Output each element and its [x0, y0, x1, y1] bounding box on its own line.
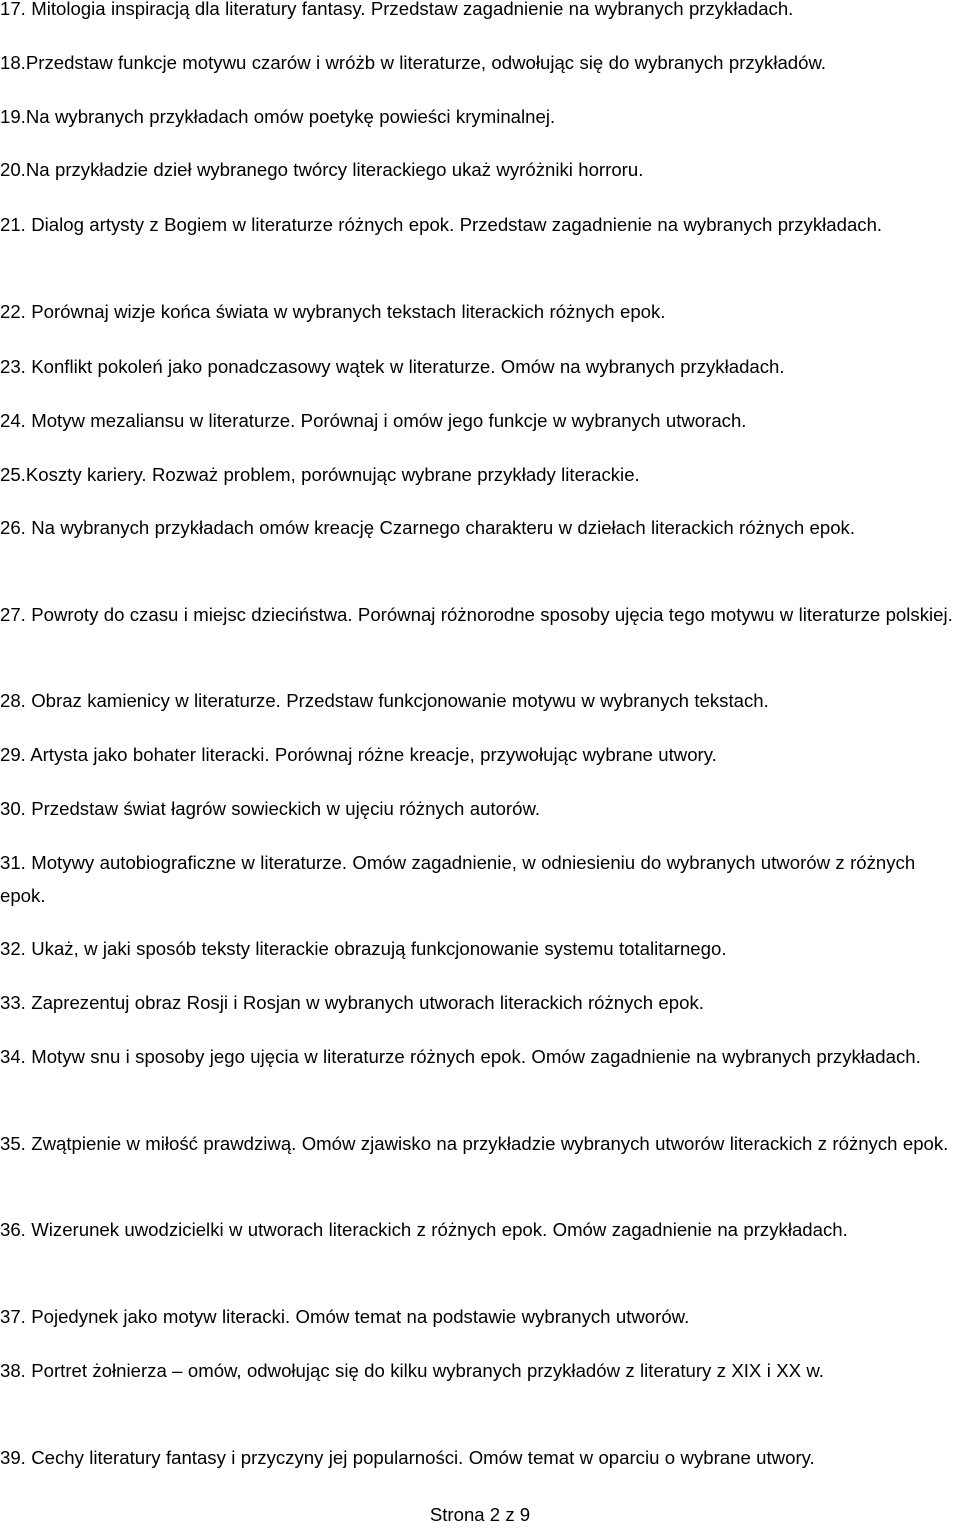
list-item-35: 35. Zwątpienie w miłość prawdziwą. Omów zjawisko na przykładzie wybranych utworów literackich z różnych epok.: [0, 1133, 949, 1154]
list-item-17: 17. Mitologia inspiracją dla literatury fantasy. Przedstaw zagadnienie na wybranych przykładach.: [0, 0, 794, 19]
list-item-30: 30. Przedstaw świat łagrów sowieckich w ujęciu różnych autorów.: [0, 798, 541, 819]
list-item-39: 39. Cechy literatury fantasy i przyczyny jej popularności. Omów temat w oparciu o wybrane utwory.: [0, 1447, 815, 1468]
list-item-31: 31. Motywy autobiograficzne w literaturze. Omów zagadnienie, w odniesieniu do wybranych utworów z różnych epok.: [0, 852, 916, 906]
list-item-23: 23. Konflikt pokoleń jako ponadczasowy wątek w literaturze. Omów na wybranych przykładach.: [0, 356, 785, 377]
list-item-28: 28. Obraz kamienicy w literaturze. Przedstaw funkcjonowanie motywu w wybranych tekstach.: [0, 690, 769, 711]
list-item-29: 29. Artysta jako bohater literacki. Porównaj różne kreacje, przywołując wybrane utwory.: [0, 744, 717, 765]
list-item-38: 38. Portret żołnierza – omów, odwołując się do kilku wybranych przykładów z literatury z XIX i XX w.: [0, 1360, 824, 1381]
list-item-21: 21. Dialog artysty z Bogiem w literaturze różnych epok. Przedstaw zagadnienie na wybranych przykładach.: [0, 214, 883, 235]
list-item-20: 20.Na przykładzie dzieł wybranego twórcy literackiego ukaż wyróżniki horroru.: [0, 159, 644, 180]
list-item-26: 26. Na wybranych przykładach omów kreację Czarnego charakteru w dziełach literackich różnych epok.: [0, 517, 856, 538]
list-item-33: 33. Zaprezentuj obraz Rosji i Rosjan w wybranych utworach literackich różnych epok.: [0, 992, 704, 1013]
list-item-24: 24. Motyw mezaliansu w literaturze. Porównaj i omów jego funkcje w wybranych utworach.: [0, 410, 747, 431]
list-item-22: 22. Porównaj wizje końca świata w wybranych tekstach literackich różnych epok.: [0, 301, 666, 322]
list-item-36: 36. Wizerunek uwodzicielki w utworach literackich z różnych epok. Omów zagadnienie na przykładach.: [0, 1219, 848, 1240]
list-item-18: 18.Przedstaw funkcje motywu czarów i wróżb w literaturze, odwołując się do wybranych przykładów.: [0, 52, 827, 73]
list-item-32: 32. Ukaż, w jaki sposób teksty literackie obrazują funkcjonowanie systemu totalitarnego.: [0, 938, 727, 959]
page-number-footer: Strona 2 z 9: [429, 1504, 531, 1525]
list-item-25: 25.Koszty kariery. Rozważ problem, porównując wybrane przykłady literackie.: [0, 464, 640, 485]
list-item-37: 37. Pojedynek jako motyw literacki. Omów temat na podstawie wybranych utworów.: [0, 1306, 690, 1327]
list-item-19: 19.Na wybranych przykładach omów poetykę powieści kryminalnej.: [0, 106, 556, 127]
list-item-34: 34. Motyw snu i sposoby jego ujęcia w literaturze różnych epok. Omów zagadnienie na wybranych przykładach.: [0, 1046, 921, 1067]
list-item-27: 27. Powroty do czasu i miejsc dzieciństwa. Porównaj różnorodne sposoby ujęcia tego motywu w literaturze polskiej.: [0, 604, 953, 625]
